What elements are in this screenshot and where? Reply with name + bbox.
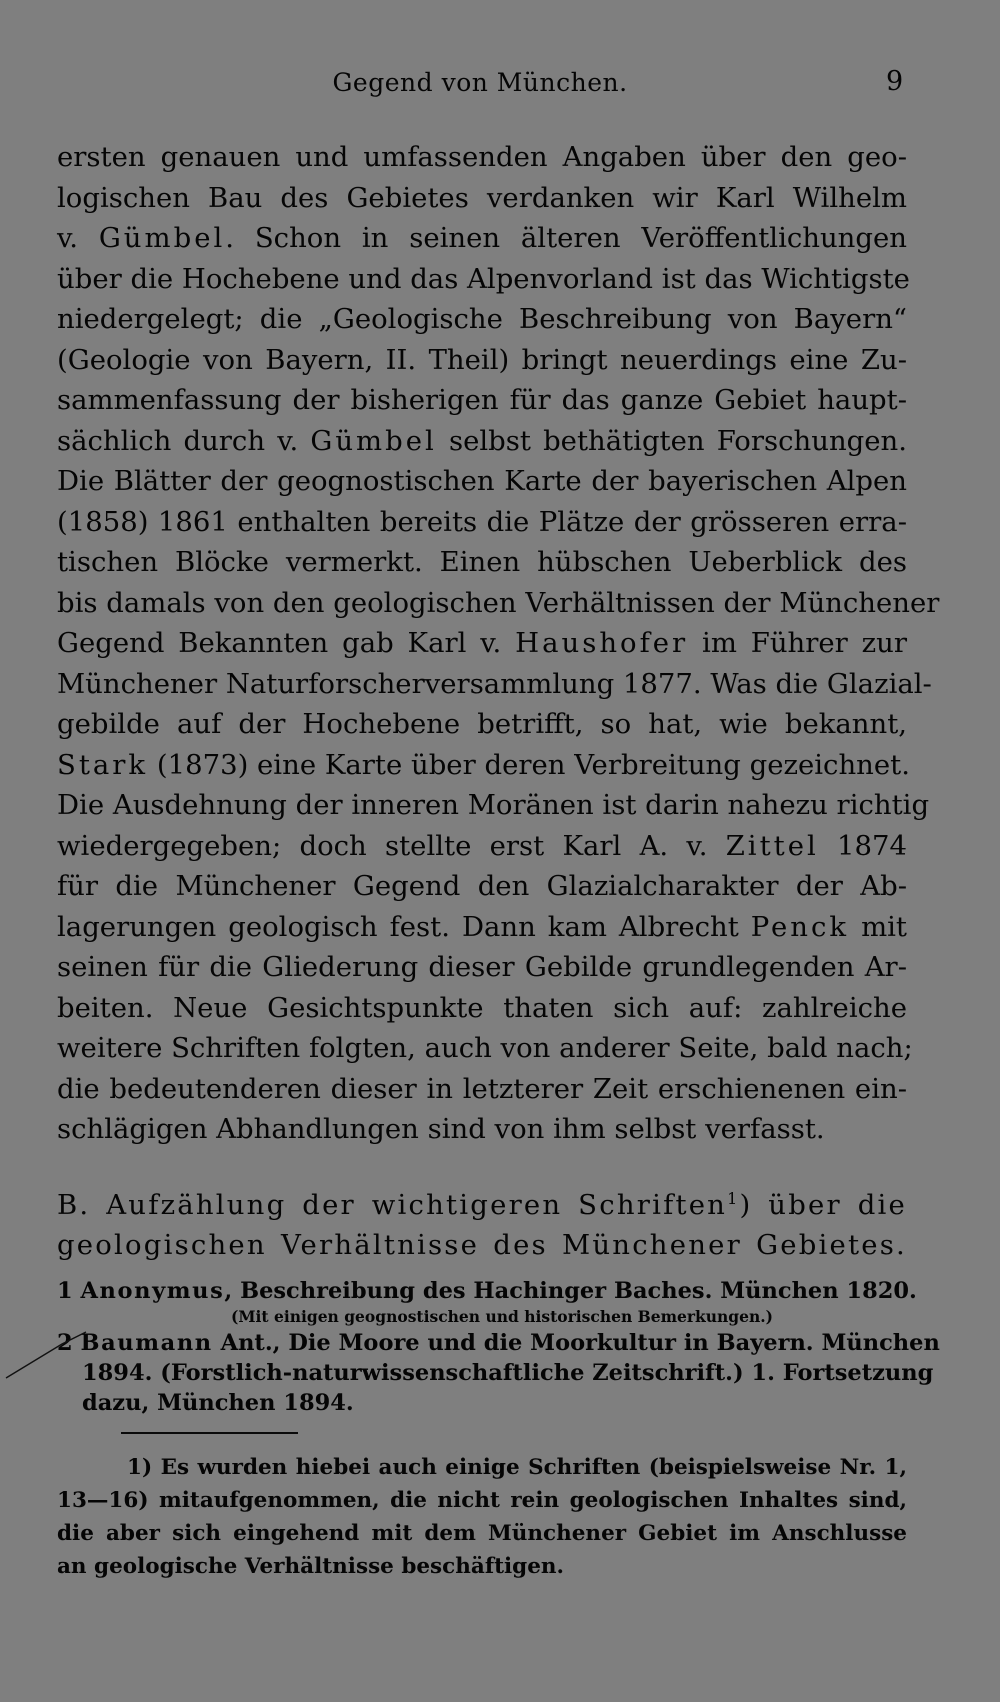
footnote-line: 13—16) mitaufgenommen, die nicht rein geologischen Inhaltes sind, — [57, 1488, 907, 1513]
body-line — [57, 461, 907, 502]
footnote-line: an geologische Verhältnisse beschäftigen. — [57, 1554, 564, 1579]
body-line — [57, 664, 932, 705]
body-text-run: 1874 — [818, 829, 907, 862]
section-heading — [57, 1179, 907, 1265]
body-text-run: (Geologie von Bayern, II. Theil) bringt neuerdings eine Zu- — [57, 343, 907, 376]
spaced-name: Gümbel — [98, 222, 226, 254]
spaced-name: Gümbel — [310, 424, 437, 457]
page-number: 9 — [886, 66, 904, 97]
spaced-name: Stark — [57, 748, 149, 781]
body-line — [57, 542, 907, 583]
entry-title: Beschreibung des Hachinger Baches. München 1820. — [240, 1278, 917, 1304]
body-line — [57, 745, 910, 786]
body-text-run: (1858) 1861 enthalten bereits die Plätze der grösseren erra- — [57, 505, 907, 538]
body-text-run: (1873) eine Karte über deren Verbreitung gezeichnet. — [148, 748, 910, 781]
body-text-run: v. — [57, 222, 99, 254]
body-text-run: im Führer zur — [688, 627, 907, 659]
body-text-run: ersten genauen und umfassenden Angaben über den geo- — [57, 141, 907, 173]
spaced-name: Penck — [750, 910, 850, 943]
bibliography-entry-continuation: dazu, München 1894. — [82, 1390, 354, 1416]
bibliography-entry-continuation: 1894. (Forstlich-naturwissenschaftliche Zeitschrift.) 1. Fortsetzung — [82, 1360, 934, 1386]
section-heading-text: B. Aufzählung der wichtigeren Schriften — [57, 1189, 728, 1221]
body-line — [57, 1028, 913, 1069]
body-text-run: schlägigen Abhandlungen sind von ihm selbst verfasst. — [57, 1113, 825, 1145]
body-line — [57, 218, 907, 259]
bibliography-entry-note: (Mit einigen geognostischen und historischen Bemerkungen.) — [231, 1307, 773, 1326]
footnote-line: 1) Es wurden hiebei auch einige Schriften (beispielsweise Nr. 1, — [127, 1455, 907, 1480]
footnote-rule — [121, 1432, 298, 1434]
spaced-name: Haushofer — [515, 627, 689, 659]
body-line — [57, 704, 907, 745]
body-line — [57, 826, 907, 867]
body-line — [57, 340, 907, 381]
footnote-reference: 1 — [727, 1189, 740, 1208]
body-text-run: sächlich durch v. — [57, 424, 311, 457]
entry-title: Ant., Die Moore und die Moorkultur in Bayern. München — [220, 1330, 940, 1356]
section-heading-text-end: ) über die — [739, 1189, 907, 1221]
body-line — [57, 259, 910, 300]
footnote — [57, 1451, 907, 1583]
body-line — [57, 947, 907, 988]
body-line — [57, 1069, 907, 1110]
body-text-run: gebilde auf der Hochebene betrifft, so hat, wie bekannt, — [57, 708, 907, 740]
body-text-run: weitere Schriften folgten, auch von anderer Seite, bald nach; — [57, 1032, 913, 1064]
section-heading-line-2: geologischen Verhältnisse des Münchener Gebietes. — [57, 1229, 907, 1261]
body-text-run: mit — [849, 910, 907, 943]
entry-number: 2 — [57, 1330, 73, 1356]
body-text-run: wiedergegeben; doch stellte erst Karl A. v. — [57, 829, 726, 862]
body-line — [57, 988, 907, 1029]
pen-mark — [4, 1322, 94, 1382]
bibliography-entry-2 — [57, 1328, 940, 1358]
entry-author: Baumann — [80, 1330, 213, 1356]
entry-author: Anonymus — [80, 1278, 225, 1304]
body-line — [57, 866, 907, 907]
entry-number: 1 — [57, 1278, 73, 1304]
body-line — [57, 421, 907, 462]
body-text-run: lagerungen geologisch fest. Dann kam Albrecht — [57, 910, 751, 943]
running-title: Gegend von München. — [332, 68, 628, 97]
body-text-run: seinen für die Gliederung dieser Gebilde grundlegenden Ar- — [57, 951, 907, 983]
body-text-run: tischen Blöcke vermerkt. Einen hübschen Ueberblick des — [57, 546, 907, 578]
body-text-run: Die Blätter der geognostischen Karte der bayerischen Alpen — [57, 465, 907, 497]
body-text-run: . Schon in seinen älteren Veröffentlichungen — [225, 222, 907, 254]
body-text-run: über die Hochebene und das Alpenvorland ist das Wichtigste — [57, 262, 910, 295]
body-line — [57, 299, 907, 340]
body-text-run: die bedeutenderen dieser in letzterer Zeit erschienenen ein- — [57, 1072, 907, 1105]
body-text-run: bis damals von den geologischen Verhältnissen der Münchener — [57, 586, 940, 619]
body-text-run: selbst bethätigten Forschungen. — [436, 424, 907, 457]
body-text-run: logischen Bau des Gebietes verdanken wir Karl Wilhelm — [57, 181, 907, 214]
section-heading-line-1 — [57, 1179, 907, 1225]
body-line — [57, 785, 930, 826]
body-line — [57, 502, 907, 543]
body-text-run: niedergelegt; die „Geologische Beschreibung von Bayern“ — [57, 303, 907, 335]
footnote-line: die aber sich eingehend mit dem Münchener Gebiet im Anschlusse — [57, 1521, 907, 1546]
body-line — [57, 137, 907, 178]
bibliography-list — [57, 1276, 940, 1418]
spaced-name: Zittel — [725, 829, 819, 862]
body-text-run: beiten. Neue Gesichtspunkte thaten sich auf: zahlreiche — [57, 991, 907, 1024]
body-text-run: Die Ausdehnung der inneren Moränen ist darin nahezu richtig — [57, 789, 930, 821]
body-line — [57, 1109, 907, 1150]
body-line — [57, 583, 940, 624]
bibliography-entry-1: 1 Anonymus, Beschreibung des Hachinger Baches. München 1820. — [57, 1278, 917, 1304]
body-text-run: Münchener Naturforscherversammlung 1877. Was die Glazial- — [57, 667, 932, 700]
body-text-run: Gegend Bekannten gab Karl v. — [57, 627, 516, 659]
body-line — [57, 380, 907, 421]
body-text-run: sammenfassung der bisherigen für das ganze Gebiet haupt- — [57, 384, 907, 416]
body-text-run: für die Münchener Gegend den Glazialcharakter der Ab- — [57, 870, 907, 902]
body-line — [57, 907, 907, 948]
body-paragraph — [57, 137, 940, 1150]
body-line — [57, 178, 907, 219]
body-line — [57, 623, 907, 664]
